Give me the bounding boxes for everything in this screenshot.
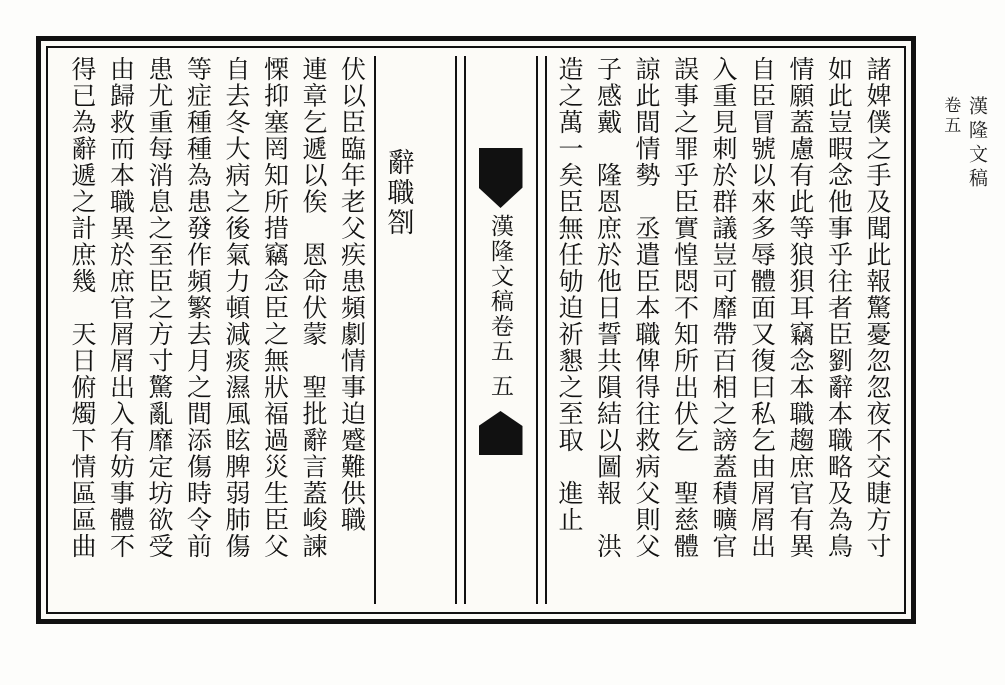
text-column: 諸婢僕之手及聞此報驚憂忽忽夜不交睫方寸 (863, 56, 892, 560)
text-column: 自去冬大病之後氣力頓減痰濕風眩脾弱肺傷 (222, 56, 251, 560)
text-column: 等症種種為患發作頻繁去月之間添傷時令前 (183, 56, 213, 560)
column-rule (455, 56, 457, 604)
margin-labels (939, 96, 997, 192)
margin-volume-label: 卷五 (940, 96, 961, 136)
fold-page-number: 五 (487, 374, 513, 397)
text-column: 子感戴 隆恩庶於他日誓共隕結以圖報 洪 (593, 56, 623, 560)
text-column: 諒此間情勢 丞遣臣本職俾得往救病父則父 (632, 56, 661, 560)
text-column: 連章乞遞以俟 恩命伏蒙 聖批辭言蓋峻諫 (299, 56, 328, 560)
text-column: 伏以臣臨年老父疾患頻劇情事迫蹙難供職 (337, 56, 367, 533)
piece-heading: 辭職劄 (382, 148, 414, 238)
text-column: 如此豈暇念他事乎往者臣劉辭本職略及為鳥 (824, 56, 854, 560)
text-column: 由歸救而本職異於庶官屑屑出入有妨事體不 (106, 56, 136, 560)
center-fold-block (464, 56, 538, 604)
text-column: 慄抑塞罔知所措竊念臣之無狀福過災生臣父 (260, 56, 290, 560)
text-body (58, 56, 896, 604)
margin-series-title: 漢隆文稿 (966, 96, 988, 192)
printed-frame-inner (46, 46, 906, 614)
text-column: 自臣冒號以來多辱體面又復曰私乞由屑屑出 (747, 56, 777, 560)
text-column: 得已為辭遞之計庶幾 天日俯燭下情區區曲 (68, 56, 97, 560)
fold-title: 漢隆文稿卷五 (487, 214, 513, 364)
fish-tail-ornament-lower (479, 411, 523, 455)
text-column: 入重見刺於群議豈可靡帶百相之謗蓋積曠官 (709, 56, 738, 560)
fish-tail-ornament-upper (479, 148, 523, 208)
column-rule (374, 56, 376, 604)
printed-frame-outer (36, 36, 916, 624)
text-column: 造之萬一矣臣無任劬迫祈懇之至取 進止 (555, 56, 584, 533)
text-column: 患尤重每消息之至臣之方寸驚亂靡定坊欲受 (145, 56, 174, 560)
text-column: 誤事之罪乎臣實惶悶不知所出伏乞 聖慈體 (670, 56, 700, 560)
text-column: 情願蓋慮有此等狼狽耳竊念本職趨庶官有異 (786, 56, 815, 560)
column-rule (545, 56, 547, 604)
